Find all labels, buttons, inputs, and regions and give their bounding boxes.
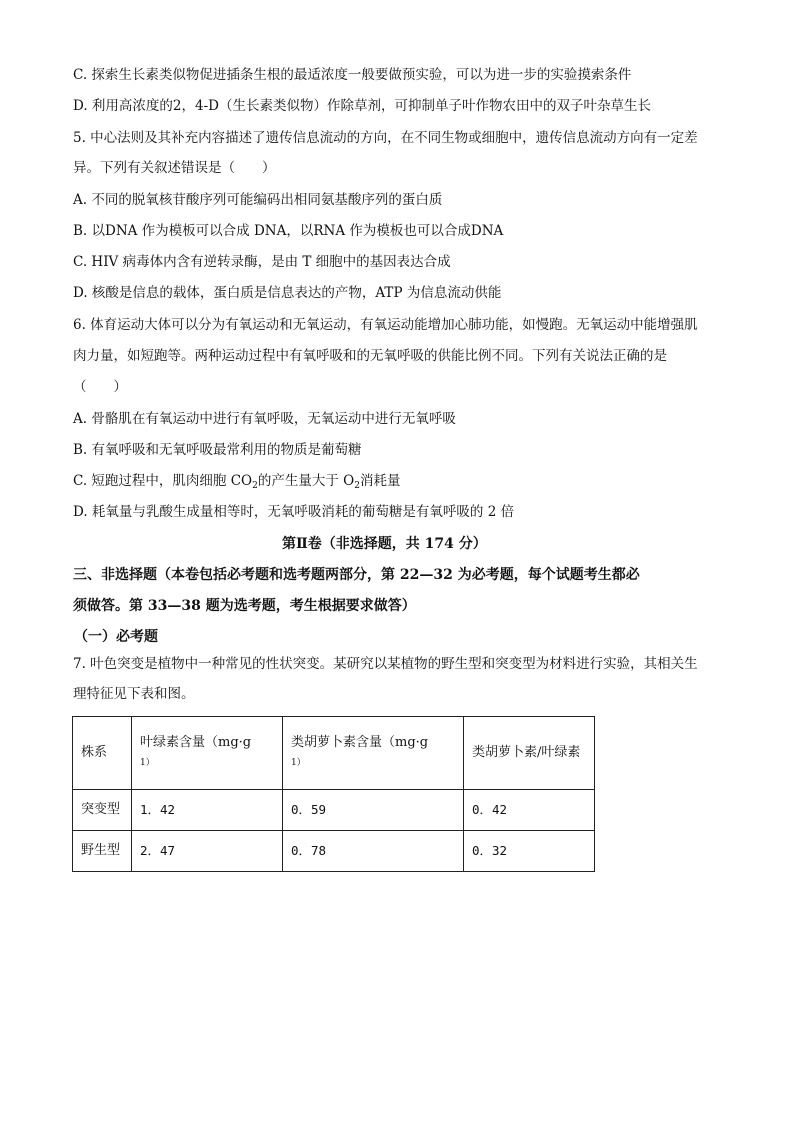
question-5-stem-line-2: 异。下列有关叙述错误是（ ） — [73, 160, 276, 176]
q6-option-c-part-1: C. 短跑过程中，肌肉细胞 CO — [73, 473, 253, 489]
leaf-pigment-table — [72, 716, 595, 872]
q6-option-c — [73, 471, 733, 491]
q6-option-c-part-3: 消耗量 — [359, 473, 401, 489]
header-chlorophyll-line-1: 叶绿素含量（mg·g — [140, 735, 252, 750]
table-header-row — [73, 717, 595, 790]
header-carotenoid-line-1: 类胡萝卜素含量（mg·g — [291, 735, 429, 750]
cell-ratio-mutant: 0．42 — [464, 790, 595, 831]
q6-option-c-part-2: 的产生量大于 O — [257, 473, 355, 489]
section-3-heading-line-1: 三、非选择题（本卷包括必考题和选考题两部分，第 22—32 为必考题，每个试题考生都必 — [73, 567, 640, 583]
question-6-stem-line-1: 6. 体育运动大体可以分为有氧运动和无氧运动，有氧运动能增加心肺功能，如慢跑。无氧运动中能增强肌 — [73, 317, 698, 333]
cell-strain-mutant: 突变型 — [73, 790, 132, 831]
cell-carotenoid-mutant: 0．59 — [283, 790, 464, 831]
question-7-stem-line-1: 7. 叶色突变是植物中一种常见的性状突变。某研究以某植物的野生型和突变型为材料进行实验，其相关生 — [73, 656, 698, 672]
question-7-stem-line-2: 理特征见下表和图。 — [73, 686, 195, 702]
q6-option-d: D. 耗氧量与乳酸生成量相等时，无氧呼吸消耗的葡萄糖是有氧呼吸的 2 倍 — [73, 504, 515, 520]
cell-ratio-wild: 0．32 — [464, 831, 595, 872]
q4-option-d: D. 利用高浓度的2，4-D（生长素类似物）作除草剂，可抑制单子叶作物农田中的双子叶杂草生长 — [73, 98, 651, 114]
question-5-stem-line-1: 5. 中心法则及其补充内容描述了遗传信息流动的方向，在不同生物或细胞中，遗传信息流动方向有一定差 — [73, 130, 698, 146]
q5-option-b: B. 以DNA 作为模板可以合成 DNA，以RNA 作为模板也可以合成DNA — [73, 223, 504, 239]
header-ratio: 类胡萝卜素/叶绿素 — [464, 717, 595, 790]
co2-subscript: 2 — [252, 481, 258, 491]
q5-option-c: C. HIV 病毒体内含有逆转录酶，是由 T 细胞中的基因表达合成 — [73, 254, 451, 270]
q6-option-a: A. 骨骼肌在有氧运动中进行有氧呼吸，无氧运动中进行无氧呼吸 — [73, 411, 456, 427]
table-row — [73, 790, 595, 831]
q5-option-d: D. 核酸是信息的载体，蛋白质是信息表达的产物，ATP 为信息流动供能 — [73, 285, 502, 301]
header-carotenoid-line-2: 1） — [291, 758, 306, 768]
cell-carotenoid-wild: 0．78 — [283, 831, 464, 872]
header-strain: 株系 — [73, 717, 132, 790]
section-3-heading-line-2: 须做答。第 33—38 题为选考题，考生根据要求做答） — [73, 598, 416, 614]
q5-option-a: A. 不同的脱氧核苷酸序列可能编码出相同氨基酸序列的蛋白质 — [73, 192, 443, 208]
question-6-stem-line-2: 肉力量，如短跑等。两种运动过程中有氧呼吸和的无氧呼吸的供能比例不同。下列有关说法正确的是 — [73, 348, 667, 364]
section-2-heading: 第Ⅱ卷（非选择题，共 174 分） — [282, 536, 487, 552]
cell-strain-wild: 野生型 — [73, 831, 132, 872]
header-chlorophyll — [132, 717, 283, 790]
q4-option-c: C. 探索生长素类似物促进插条生根的最适浓度一般要做预实验，可以为进一步的实验摸索条件 — [73, 67, 632, 83]
required-questions-heading: （一）必考题 — [74, 629, 158, 645]
q6-option-b: B. 有氧呼吸和无氧呼吸最常利用的物质是葡萄糖 — [73, 442, 362, 458]
cell-chlorophyll-mutant: 1．42 — [132, 790, 283, 831]
header-chlorophyll-line-2: 1） — [140, 758, 155, 768]
header-carotenoid — [283, 717, 464, 790]
table-row — [73, 831, 595, 872]
cell-chlorophyll-wild: 2．47 — [132, 831, 283, 872]
o2-subscript: 2 — [354, 481, 360, 491]
question-6-stem-line-3: （ ） — [73, 379, 127, 395]
